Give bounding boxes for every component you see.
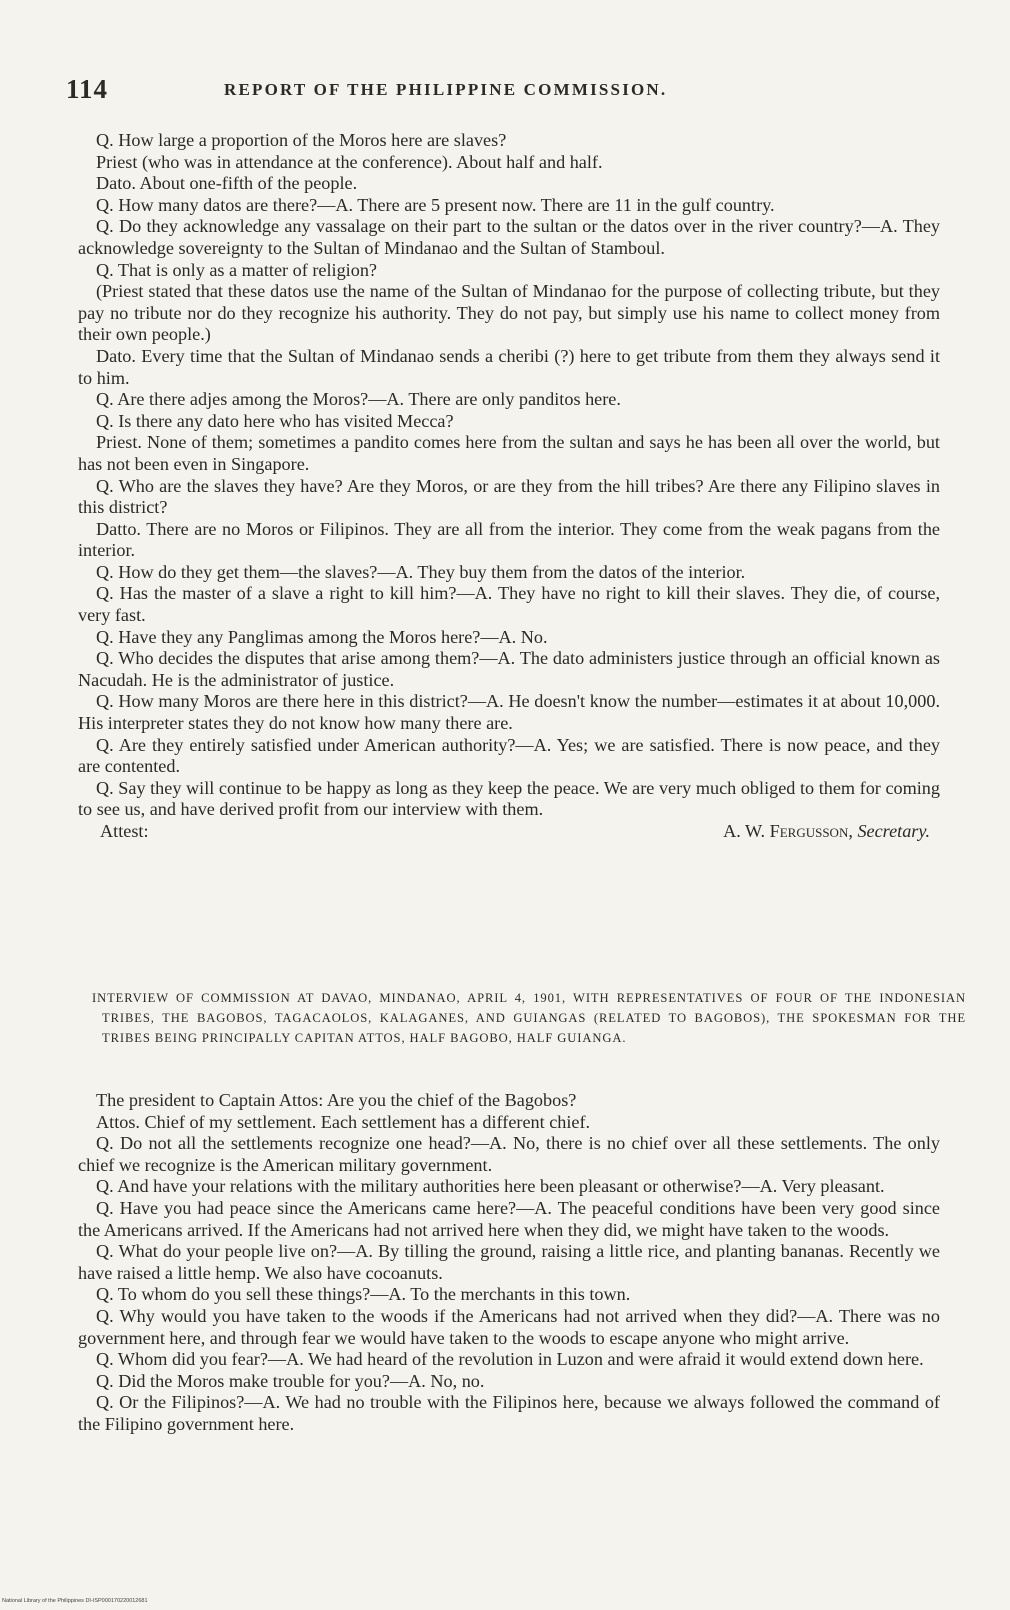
paragraph: Attos. Chief of my settlement. Each settlement has a different chief.	[96, 1111, 591, 1132]
paragraph: Dato. About one-fifth of the people.	[96, 173, 358, 194]
paragraph: Q. And have your relations with the military authorities here been pleasant or otherwise?—A. Very pleasant.	[96, 1176, 885, 1197]
page-header	[66, 74, 946, 114]
paragraph: Q. Do they acknowledge any vassalage on their part to the sultan or the datos over in the river country?—A. They acknowledge sovereignty to the Sultan of Mindanao and the Sultan of Stamboul.	[78, 216, 940, 258]
paragraph: Q. Is there any dato here who has visited Mecca?	[96, 410, 454, 431]
paragraph: Q. Do not all the settlements recognize one head?—A. No, there is no chief over all these settlements. The only chief we recognize is the American military government.	[78, 1133, 940, 1175]
paragraph: Q. Have they any Panglimas among the Moros here?—A. No.	[96, 626, 548, 647]
paragraph: Q. That is only as a matter of religion?	[96, 259, 377, 280]
paragraph: Q. To whom do you sell these things?—A. To the merchants in this town.	[96, 1284, 631, 1305]
running-title: REPORT OF THE PHILIPPINE COMMISSION.	[224, 80, 668, 99]
signature	[723, 821, 930, 843]
paragraph: Priest (who was in attendance at the conference). About half and half.	[96, 151, 603, 172]
paragraph: Q. Who are the slaves they have? Are they Moros, or are they from the hill tribes? Are there any Filipino slaves in this district?	[78, 475, 940, 518]
paragraph: Q. What do your people live on?—A. By tilling the ground, raising a little rice, and planting bananas. Recently we have raised a little hemp. We also have cocoanuts.	[78, 1241, 940, 1283]
paragraph: Q. Are they entirely satisfied under American authority?—A. Yes; we are satisfied. There is now peace, and they are contented.	[78, 734, 940, 777]
section-heading: INTERVIEW OF COMMISSION AT DAVAO, MINDANAO, APRIL 4, 1901, WITH REPRESENTATIVES OF FOUR OF THE INDONESIAN TRIBES, THE BAGOBOS, TAGACAOLOS, KALAGANES, AND GUIANGAS (RELATED TO BAGOBOS), THE SPOKESMAN FOR THE TRIBES BEING PRINCIPALLY CAPITAN ATTOS, HALF BAGOBO, HALF GUIANGA.	[92, 991, 966, 1045]
paragraph: Q. Say they will continue to be happy as long as they keep the peace. We are very much obliged to them for coming to see us, and have derived profit from our interview with them.	[78, 777, 940, 820]
paragraph: Q. Or the Filipinos?—A. We had no trouble with the Filipinos here, because we always followed the command of the Filipino government here.	[78, 1392, 940, 1434]
paragraph: Q. Have you had peace since the Americans came here?—A. The peaceful conditions have been very good since the Americans arrived. If the Americans had not arrived here when they did, we might have taken to the woods.	[78, 1197, 940, 1240]
paragraph: Q. Why would you have taken to the woods if the Americans had not arrived when they did?—A. There was no government here, and through fear we would have taken to the woods to escape anyone who might arrive.	[78, 1305, 940, 1348]
paragraph: The president to Captain Attos: Are you the chief of the Bagobos?	[96, 1090, 577, 1110]
paragraph: Q. Are there adjes among the Moros?—A. There are only panditos here.	[96, 389, 621, 410]
paragraph: Q. Has the master of a slave a right to kill him?—A. They have no right to kill their slaves. They die, of course, very fast.	[78, 583, 940, 626]
paragraph: Q. How many datos are there?—A. There are 5 present now. There are 11 in the gulf country.	[96, 194, 775, 215]
page-number: 114	[66, 74, 109, 104]
paragraph: (Priest stated that these datos use the name of the Sultan of Mindanao for the purpose of collecting tribute, but they pay no tribute nor do they recognize his authority. They do not pay, but simply use his name to collect money from their own people.)	[78, 281, 940, 345]
signature-name: A. W. Fergusson,	[723, 821, 853, 841]
paragraph: Priest. None of them; sometimes a pandito comes here from the sultan and says he has been all over the world, but has not been even in Singapore.	[78, 432, 940, 474]
paragraph: Q. How large a proportion of the Moros here are slaves?	[96, 130, 507, 150]
signature-title: Secretary.	[857, 821, 930, 841]
paragraph: Q. Who decides the disputes that arise among them?—A. The dato administers justice through an official known as Nacudah. He is the administrator of justice.	[78, 648, 940, 690]
paragraph: Q. How do they get them—the slaves?—A. They buy them from the datos of the interior.	[96, 561, 746, 582]
davao-interview	[78, 1090, 940, 1436]
paragraph: Q. Did the Moros make trouble for you?—A. No, no.	[96, 1370, 485, 1391]
commission-transcript	[78, 130, 940, 845]
scan-credit: National Library of the Philippines DI-ISP000170220012681	[2, 1598, 148, 1604]
paragraph: Dato. Every time that the Sultan of Mindanao sends a cheribi (?) here to get tribute from them they always send it to him.	[78, 345, 940, 388]
paragraph: Datto. There are no Moros or Filipinos. They are all from the interior. They come from the weak pagans from the interior.	[78, 518, 940, 561]
attest-label: Attest:	[100, 821, 149, 841]
attest-line	[78, 821, 940, 845]
paragraph: Q. Whom did you fear?—A. We had heard of the revolution in Luzon and were afraid it would extend down here.	[96, 1349, 924, 1370]
paragraph: Q. How many Moros are there here in this district?—A. He doesn't know the number—estimates it at about 10,000. His interpreter states they do not know how many there are.	[78, 691, 940, 734]
